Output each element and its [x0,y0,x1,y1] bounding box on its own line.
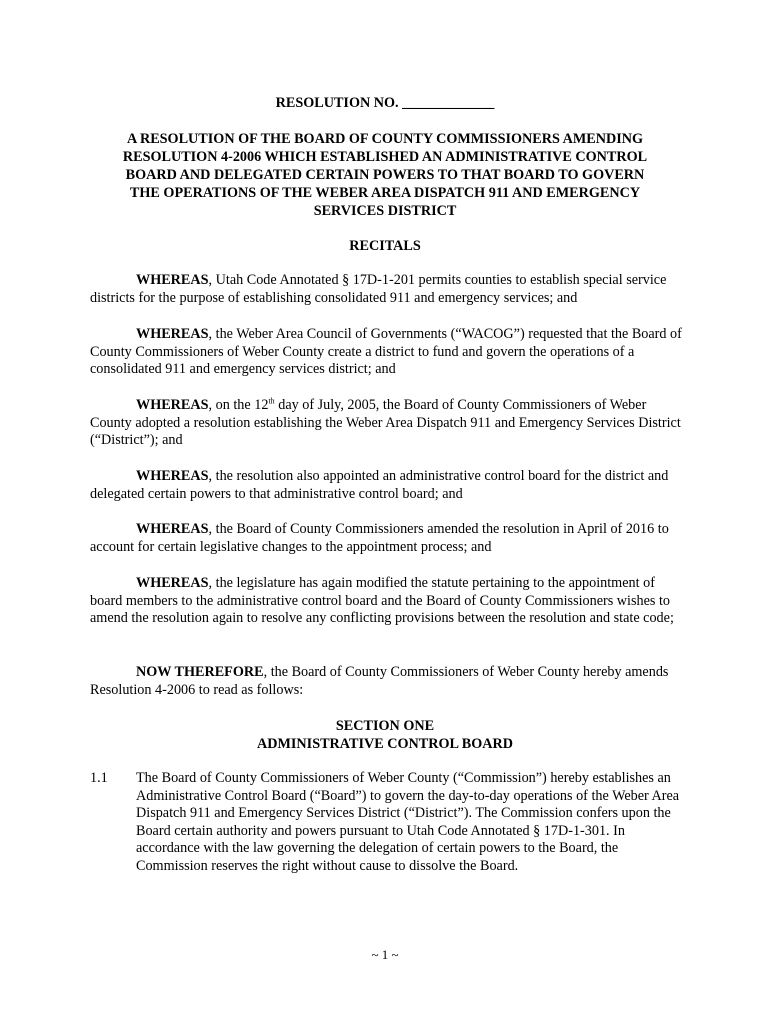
whereas-lead: WHEREAS [136,272,209,288]
whereas-paragraph [90,575,682,628]
section-heading [90,717,680,753]
whereas-text: , the resolution also appointed an administrative control board for the district and delegated certain powers to that administrative control board; and [90,468,669,502]
whereas-lead: WHEREAS [136,521,209,537]
title-line: THE OPERATIONS OF THE WEBER AREA DISPATCH 911 AND EMERGENCY [129,185,641,201]
whereas-paragraph [90,397,682,450]
whereas-text: , Utah Code Annotated § 17D-1-201 permits counties to establish special service districts for the purpose of establishing consolidated 911 and emergency services; and [90,272,667,306]
whereas-paragraph [90,272,682,307]
whereas-paragraph [90,468,682,503]
whereas-text: , the Weber Area Council of Governments (“WACOG”) requested that the Board of County Commissioners of Weber County create a district to fund and govern the operations of a consolidated 911 and emergency services district; and [90,326,682,378]
whereas-lead: WHEREAS [136,397,209,413]
whereas-lead: WHEREAS [136,326,209,342]
resolution-number-line [90,94,680,112]
title-line: RESOLUTION 4-2006 WHICH ESTABLISHED AN ADMINISTRATIVE CONTROL [122,149,648,165]
title-line: SERVICES DISTRICT [313,203,457,219]
whereas-text: , the Board of County Commissioners amended the resolution in April of 2016 to account for certain legislative changes to the appointment process; and [90,521,669,555]
section-title: SECTION ONE [335,718,435,734]
recitals-heading: RECITALS [349,238,421,254]
whereas-text: , the legislature has again modified the statute pertaining to the appointment of board members to the administrative control board and the Board of County Commissioners wishes to amend the resolution again to resolve any conflicting provisions between the resolution and state code; [90,575,674,627]
whereas-lead: WHEREAS [136,575,209,591]
whereas-text-pre: , on the 12 [208,397,269,413]
item-text: The Board of County Commissioners of Weber County (“Commission”) hereby establishes an Administrative Control Board (“Board”) to govern the day-to-day operations of the Weber Area Dispatch 911 and Emergency Services District (“District”). The Commission confers upon the Board certain authority and powers pursuant to Utah Code Annotated § 17D-1-301. In accordance with the law governing the delegation of certain powers to the Board, the Commission reserves the right without cause to dissolve the Board. [136,770,680,874]
ordinal-suffix: th [268,396,275,406]
section-subtitle: ADMINISTRATIVE CONTROL BOARD [257,736,513,752]
page-number: ~ 1 ~ [371,947,399,962]
whereas-paragraph [90,521,682,556]
resolution-label: RESOLUTION NO. [275,95,399,111]
now-therefore-text: , the Board of County Commissioners of Weber County hereby amends Resolution 4-2006 to read as follows: [90,664,669,698]
now-therefore-lead: NOW THEREFORE [136,664,264,680]
now-therefore-paragraph [90,664,682,699]
resolution-number-blank: _____________ [402,95,495,111]
whereas-text: day of July, 2005, the Board of County Commissioners of Weber County adopted a resolution establishing the Weber Area Dispatch 911 and Emergency Services District (“District”); and [90,397,681,449]
resolution-title [90,130,680,220]
whereas-lead: WHEREAS [136,468,209,484]
title-line: BOARD AND DELEGATED CERTAIN POWERS TO THAT BOARD TO GOVERN [125,167,645,183]
item-number: 1.1 [90,770,108,786]
title-line: A RESOLUTION OF THE BOARD OF COUNTY COMMISSIONERS AMENDING [126,131,644,147]
whereas-paragraph [90,326,682,379]
